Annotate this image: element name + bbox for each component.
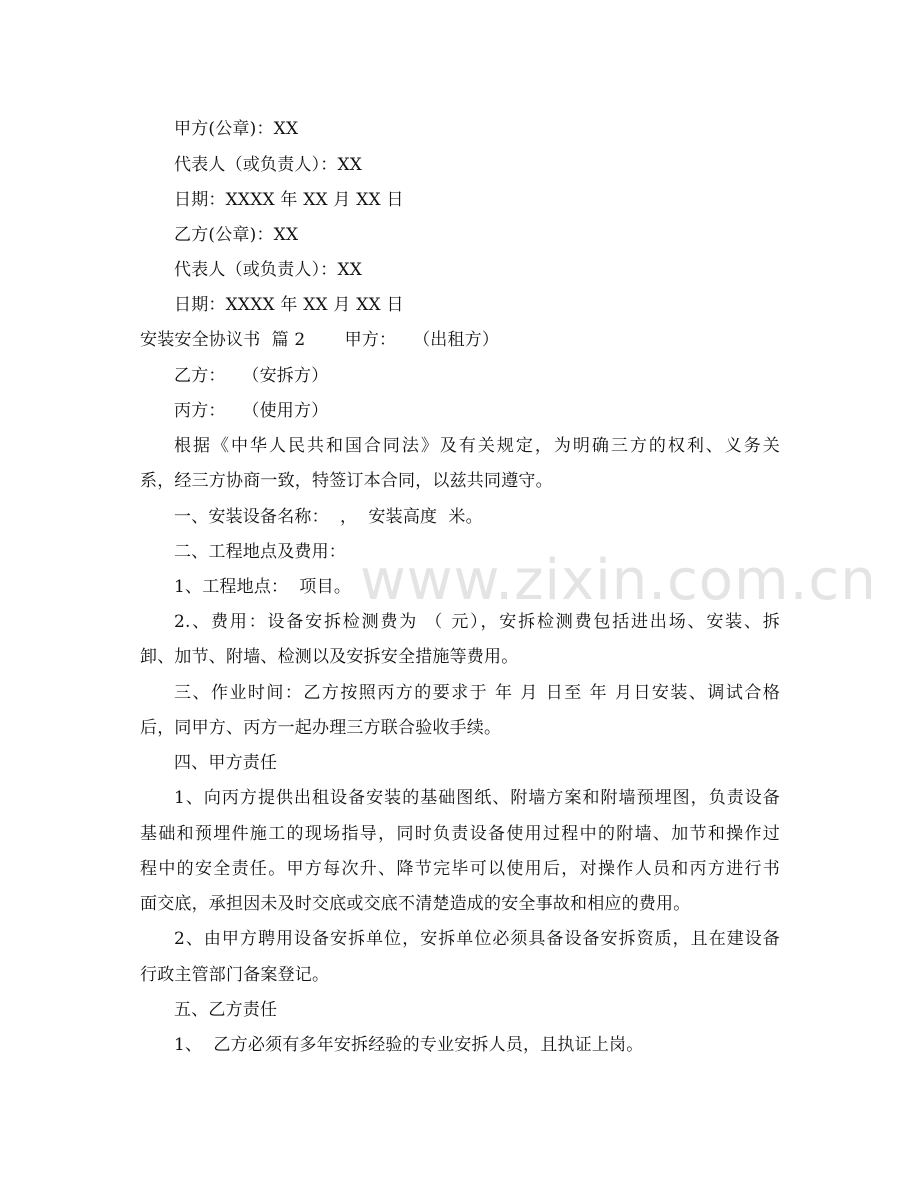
watermark: www.zixin.com.cn (360, 548, 877, 613)
section-5-heading: 五、乙方责任 (174, 1000, 278, 1020)
section-4-item-1-line-2: 基础和预埋件施工的现场指导，同时负责设备使用过程中的附墙、加节和操作过 (140, 824, 780, 844)
paragraph-basis-line-1: 根据《中华人民共和国合同法》及有关规定，为明确三方的权利、义务关 (174, 436, 780, 456)
section-2-fee-line-2: 卸、加节、附墙、检测以及安拆安全措施等费用。 (140, 647, 519, 667)
section-5-item-1: 1、 乙方必须有多年安拆经验的专业安拆人员，且执证上岗。 (174, 1035, 644, 1055)
party-b-line: 乙方： （安拆方） (174, 366, 329, 386)
section-4-item-1-line-4: 面交底，承担因未及时交底或交底不清楚造成的安全事故和相应的费用。 (140, 894, 691, 914)
section-1-equipment: 一、安装设备名称： ， 安装高度 米。 (174, 507, 483, 527)
section-4-item-2-line-1: 2、由甲方聘用设备安拆单位，安拆单位必须具备设备安拆资质，且在建设备 (174, 929, 780, 949)
agreement-title-line: 安装安全协议书 篇 2 甲方： （出租方） (140, 330, 500, 350)
party-a-date: 日期：XXXX 年 XX 月 XX 日 (174, 190, 404, 210)
section-2-heading: 二、工程地点及费用： (174, 542, 346, 562)
section-4-heading: 四、甲方责任 (174, 753, 278, 773)
party-b-representative: 代表人（或负责人）：XX (174, 260, 363, 280)
section-4-item-1-line-3: 程中的安全责任。甲方每次升、降节完毕可以使用后，对操作人员和丙方进行书 (140, 859, 780, 879)
party-c-line: 丙方： （使用方） (174, 401, 329, 421)
section-3-time-line-2: 后，同甲方、丙方一起办理三方联合验收手续。 (140, 718, 502, 738)
paragraph-basis-line-2: 系，经三方协商一致，特签订本合同，以兹共同遵守。 (140, 471, 553, 491)
section-2-fee-line-1: 2.、费用：设备安拆检测费为 （ 元），安拆检测费包括进出场、安装、拆 (174, 612, 780, 632)
party-a-representative: 代表人（或负责人）：XX (174, 155, 363, 175)
section-4-item-2-line-2: 行政主管部门备案登记。 (140, 965, 330, 985)
party-a-seal: 甲方(公章)：XX (174, 119, 299, 139)
section-2-location: 1、工程地点： 项目。 (174, 577, 352, 597)
section-4-item-1-line-1: 1、向丙方提供出租设备安装的基础图纸、附墙方案和附墙预埋图，负责设备 (174, 788, 780, 808)
party-b-date: 日期：XXXX 年 XX 月 XX 日 (174, 295, 404, 315)
section-3-time-line-1: 三、作业时间：乙方按照丙方的要求于 年 月 日至 年 月日安装、调试合格 (174, 683, 780, 703)
party-b-seal: 乙方(公章)：XX (174, 225, 299, 245)
